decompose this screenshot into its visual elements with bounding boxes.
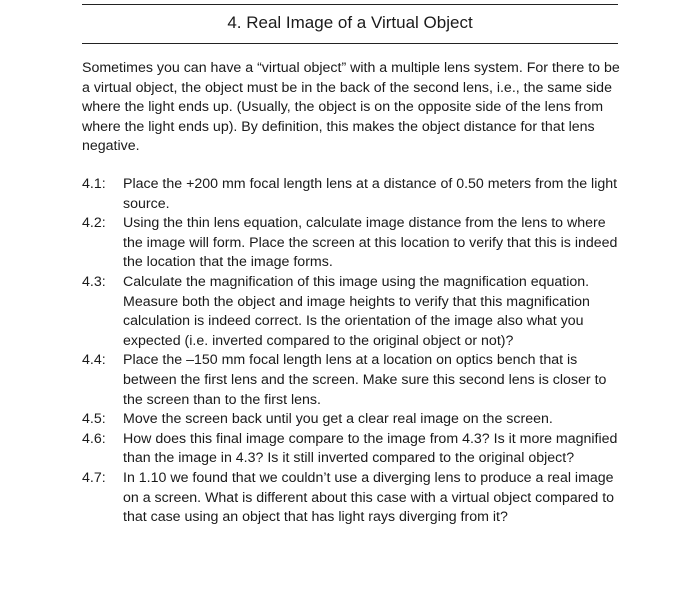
title-bottom-rule <box>82 43 618 44</box>
step-text: Place the –150 mm focal length lens at a location on optics bench that is between the first lens and the screen. Make sure this second lens is closer to the screen than to the first lens. <box>123 352 607 408</box>
step-item-4-7 <box>82 469 622 528</box>
step-item-4-1 <box>82 175 622 214</box>
intro-paragraph: Sometimes you can have a “virtual object” with a multiple lens system. For there to be a virtual object, the object must be in the back of the second lens, i.e., the same side where the light ends up. (Usually, the object is on the opposite side of the lens from where the light ends up). By definition, this makes the object distance for that lens negative. <box>82 60 620 155</box>
step-number: 4.3: <box>82 273 106 290</box>
step-text: In 1.10 we found that we couldn’t use a diverging lens to produce a real image on a screen. What is different about this case with a virtual object compared to that case using an object that has light rays diverging from it? <box>123 469 615 526</box>
step-text: How does this final image compare to the image from 4.3? Is it more magnified than the image in 4.3? Is it still inverted compared to the original object? <box>123 430 618 467</box>
procedure-steps-list <box>82 175 622 528</box>
step-number: 4.5: <box>82 411 106 428</box>
section-title: 4. Real Image of a Virtual Object <box>227 13 473 32</box>
step-text: Move the screen back until you get a clear real image on the screen. <box>123 411 553 428</box>
step-item-4-4 <box>82 351 622 410</box>
step-text: Place the +200 mm focal length lens at a distance of 0.50 meters from the light source. <box>123 176 618 212</box>
step-number: 4.1: <box>82 176 106 192</box>
title-top-rule <box>82 4 618 5</box>
step-item-4-5 <box>82 410 622 430</box>
step-number: 4.4: <box>82 352 106 369</box>
step-item-4-3 <box>82 273 622 351</box>
step-number: 4.6: <box>82 430 106 447</box>
step-number: 4.2: <box>82 215 106 232</box>
step-number: 4.7: <box>82 469 106 486</box>
step-item-4-6 <box>82 430 622 469</box>
step-item-4-2 <box>82 214 622 273</box>
step-text: Using the thin lens equation, calculate image distance from the lens to where the image will form. Place the screen at this location to verify that this is indeed the location that the image forms. <box>123 215 618 271</box>
step-text: Calculate the magnification of this image using the magnification equation. Measure both the object and image heights to verify that this magnification calculation is indeed correct. Is the orientation of the image also what you expected (i.e. inverted compared to the original object or not)? <box>123 273 590 349</box>
